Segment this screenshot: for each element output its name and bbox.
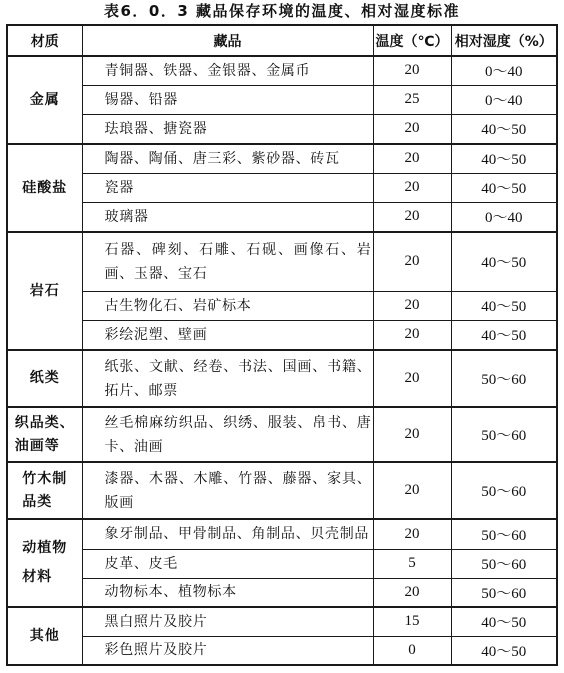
item-cell: 彩绘泥塑、壁画: [82, 320, 373, 350]
temperature-cell: 20: [373, 291, 451, 320]
table-row: [7, 173, 557, 202]
humidity-cell: 50～60: [451, 549, 557, 578]
material-label: 竹木制 品类: [22, 470, 68, 510]
table-row: [7, 578, 557, 607]
table-row: [7, 350, 557, 407]
humidity-cell: 40～50: [451, 114, 557, 144]
table-row: [7, 291, 557, 320]
table-row: [7, 607, 557, 636]
item-cell: 丝毛棉麻纺织品、织绣、服装、帛书、唐卡、油画: [82, 407, 373, 462]
humidity-cell: 40～50: [451, 320, 557, 350]
material-label: 金属: [29, 91, 60, 108]
humidity-cell: 50～60: [451, 462, 557, 519]
material-cell: [7, 607, 82, 665]
item-cell: 彩色照片及胶片: [82, 636, 373, 665]
material-cell: [7, 56, 82, 144]
material-cell: [7, 232, 82, 350]
table-row: [7, 407, 557, 462]
table-row: [7, 636, 557, 665]
table-row: [7, 232, 557, 291]
temperature-cell: 0: [373, 636, 451, 665]
humidity-cell: 40～50: [451, 636, 557, 665]
temperature-cell: 20: [373, 56, 451, 85]
item-cell: 石器、碑刻、石雕、石砚、画像石、岩画、玉器、宝石: [82, 232, 373, 291]
humidity-cell: 50～60: [451, 519, 557, 549]
header-item: 藏品: [82, 25, 373, 56]
humidity-cell: 40～50: [451, 291, 557, 320]
temperature-cell: 20: [373, 232, 451, 291]
temperature-cell: 5: [373, 549, 451, 578]
temperature-cell: 20: [373, 519, 451, 549]
temperature-cell: 20: [373, 320, 451, 350]
table-row: [7, 202, 557, 232]
item-cell: 古生物化石、岩矿标本: [82, 291, 373, 320]
item-cell: 动物标本、植物标本: [82, 578, 373, 607]
temperature-cell: 20: [373, 114, 451, 144]
header-humidity: 相对湿度（%）: [451, 25, 557, 56]
item-cell: 纸张、文献、经卷、书法、国画、书籍、拓片、邮票: [82, 350, 373, 407]
table-title: 表6．0．3 藏品保存环境的温度、相对湿度标准: [103, 2, 461, 20]
header-row: [7, 25, 557, 56]
material-cell: [7, 519, 82, 607]
table-row: [7, 519, 557, 549]
item-cell: 玻璃器: [82, 202, 373, 232]
humidity-cell: 40～50: [451, 144, 557, 173]
table-row: [7, 56, 557, 85]
item-cell: 珐琅器、搪瓷器: [82, 114, 373, 144]
temperature-cell: 20: [373, 202, 451, 232]
temperature-cell: 20: [373, 462, 451, 519]
item-cell: 青铜器、铁器、金银器、金属币: [82, 56, 373, 85]
humidity-cell: 50～60: [451, 407, 557, 462]
temperature-cell: 20: [373, 407, 451, 462]
storage-standard-table: [6, 24, 558, 666]
material-cell: [7, 462, 82, 519]
material-cell: [7, 144, 82, 232]
table-header: [7, 25, 557, 56]
humidity-cell: 40～50: [451, 607, 557, 636]
item-cell: 陶器、陶俑、唐三彩、紫砂器、砖瓦: [82, 144, 373, 173]
material-label: 纸类: [29, 370, 60, 386]
table-row: [7, 462, 557, 519]
material-label: 动植物 材料: [22, 540, 68, 585]
humidity-cell: 40～50: [451, 232, 557, 291]
material-cell: [7, 350, 82, 407]
material-label: 织品类、 油画等: [14, 414, 75, 454]
humidity-cell: 0～40: [451, 85, 557, 114]
humidity-cell: 50～60: [451, 350, 557, 407]
table-body: [7, 56, 557, 665]
header-material: 材质: [7, 25, 82, 56]
table-row: [7, 549, 557, 578]
item-cell: 漆器、木器、木雕、竹器、藤器、家具、版画: [82, 462, 373, 519]
item-cell: 皮革、皮毛: [82, 549, 373, 578]
item-cell: 瓷器: [82, 173, 373, 202]
temperature-cell: 20: [373, 173, 451, 202]
table-row: [7, 144, 557, 173]
table-row: [7, 114, 557, 144]
temperature-cell: 15: [373, 607, 451, 636]
item-cell: 黑白照片及胶片: [82, 607, 373, 636]
humidity-cell: 0～40: [451, 56, 557, 85]
table-row: [7, 320, 557, 350]
material-label: 其他: [29, 627, 60, 644]
item-cell: 锡器、铅器: [82, 85, 373, 114]
material-cell: [7, 407, 82, 462]
temperature-cell: 25: [373, 85, 451, 114]
material-label: 岩石: [29, 282, 60, 299]
item-cell: 象牙制品、甲骨制品、角制品、贝壳制品: [82, 519, 373, 549]
header-temperature: 温度（℃）: [373, 25, 451, 56]
humidity-cell: 50～60: [451, 578, 557, 607]
material-label: 硅酸盐: [22, 179, 68, 196]
humidity-cell: 0～40: [451, 202, 557, 232]
temperature-cell: 20: [373, 144, 451, 173]
temperature-cell: 20: [373, 578, 451, 607]
humidity-cell: 40～50: [451, 173, 557, 202]
table-row: [7, 85, 557, 114]
temperature-cell: 20: [373, 350, 451, 407]
